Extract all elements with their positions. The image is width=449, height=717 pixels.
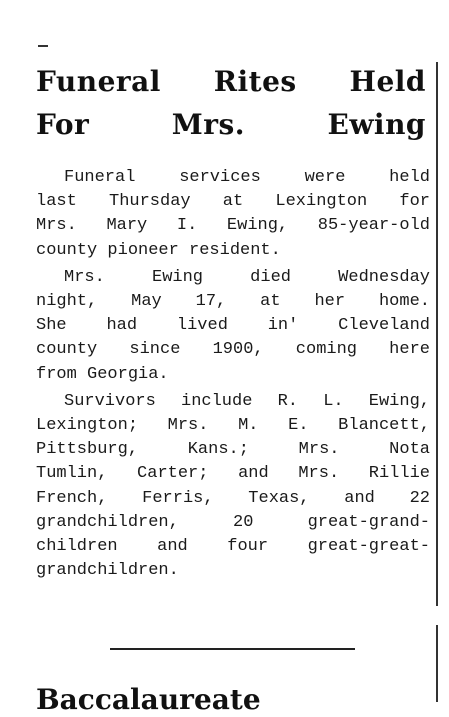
text-line: grandchildren, 20 great-grand- [36, 512, 430, 532]
paragraph-death [36, 266, 430, 387]
headline-line: Funeral Rites Held [36, 65, 426, 98]
text-line: last Thursday at Lexington for [36, 192, 430, 212]
text-line: Tumlin, Carter; and Mrs. Rillie [36, 464, 430, 484]
article-body [36, 166, 430, 583]
column-rule [436, 62, 438, 702]
top-dash-mark [38, 45, 48, 47]
paragraph-services [36, 166, 430, 263]
text-line: French, Ferris, Texas, and 22 [36, 488, 430, 508]
headline [36, 60, 426, 146]
text-line: Lexington; Mrs. M. E. Blancett, [36, 416, 430, 436]
text-line: Mrs. Ewing died Wednesday [64, 267, 430, 287]
text-line: grandchildren. [36, 561, 179, 581]
text-line: Survivors include R. L. Ewing, [64, 391, 430, 411]
headline-line: For Mrs. Ewing [36, 108, 426, 141]
text-line: night, May 17, at her home. [36, 292, 430, 312]
text-line: county since 1900, coming here [36, 340, 430, 360]
text-line: Funeral services were held [64, 168, 430, 187]
text-line: children and four great-great- [36, 537, 430, 557]
section-divider [110, 648, 355, 650]
text-line: She had lived in' Cleveland [36, 316, 430, 336]
paragraph-survivors [36, 390, 430, 584]
text-line: from Georgia. [36, 364, 169, 384]
next-article-headline: Baccalaureate [36, 683, 261, 716]
text-line: Pittsburg, Kans.; Mrs. Nota [36, 440, 430, 460]
text-line: Mrs. Mary I. Ewing, 85-year-old [36, 216, 430, 236]
text-line: county pioneer resident. [36, 240, 281, 260]
